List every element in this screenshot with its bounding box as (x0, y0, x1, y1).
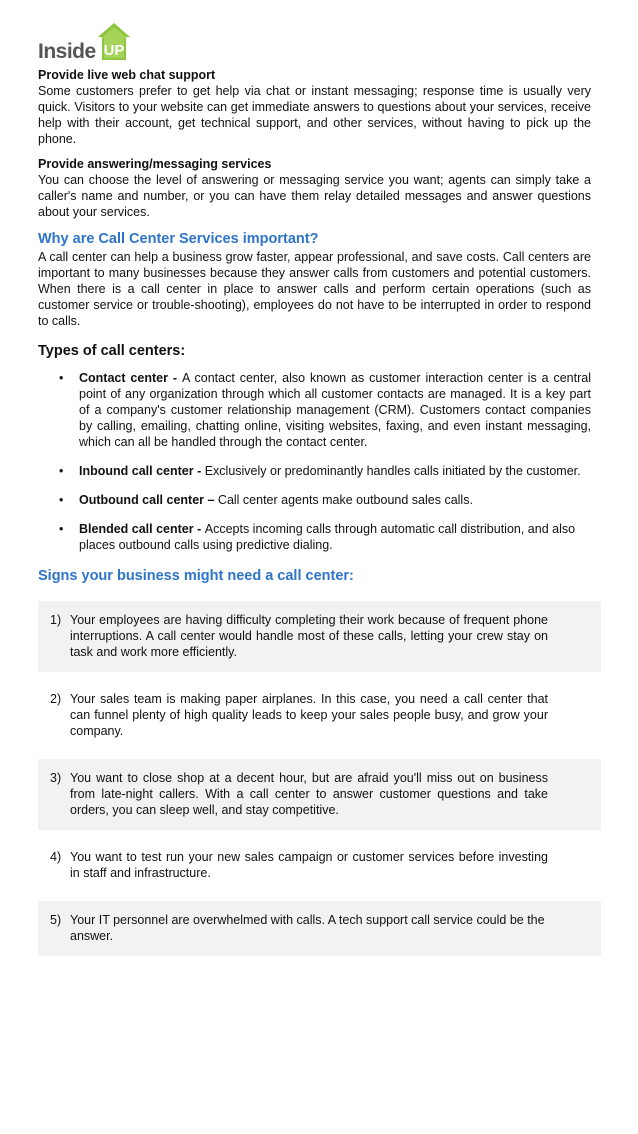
sign-text: You want to close shop at a decent hour, but are afraid you'll miss out on business from late-night callers. With a call center to answer customer questions and take orders, you can sleep well, and stay competitive. (70, 771, 548, 817)
type-text: A contact center, also known as customer interaction center is a central point of any organization through which all customer contacts are managed. It is a key part of a company's customer relationship management (CRM). Customers contact companies by calling, emailing, chatting online, visiting websites, faxing, and even instant messaging, which can all be handled through the contact center. (79, 371, 591, 449)
bullet-icon: • (59, 522, 64, 536)
type-text: Call center agents make outbound sales calls. (217, 493, 473, 507)
importance-body: A call center can help a business grow faster, appear professional, and save costs. Call centers are important to many businesses because they answer calls from customers and potential customers. When there is a call center in place to answer calls and perform certain operations (such as customer service or trouble-shooting), employees do not have to be interrupted in order to respond to calls. (38, 250, 591, 328)
logo-text: Inside (38, 40, 96, 63)
type-text: Accepts incoming calls through automatic call distribution, and also places outbound calls using predictive dialing. (79, 522, 576, 552)
types-section (38, 342, 591, 553)
sign-number: 3) (50, 771, 62, 785)
types-list (38, 370, 591, 553)
sign-number: 2) (50, 692, 62, 706)
chat-title: Provide live web chat support (38, 68, 216, 82)
sign-number: 5) (50, 913, 62, 927)
type-label: Blended call center - (79, 522, 205, 536)
type-text: Exclusively or predominantly handles calls initiated by the customer. (204, 464, 581, 478)
sign-text: Your sales team is making paper airplanes. In this case, you need a call center that can funnel plenty of high quality leads to keep your sales people busy, and grow your company. (70, 692, 548, 738)
chat-body: Some customers prefer to get help via chat or instant messaging; response time is usually very quick. Visitors to your website can get immediate answers to questions about your services, receive help with their account, get technical support, and other services, without having to pick up the phone. (38, 84, 591, 146)
importance-heading: Why are Call Center Services important? (38, 231, 319, 247)
importance-section (38, 230, 591, 329)
bullet-icon: • (59, 371, 64, 385)
type-label: Inbound call center - (79, 464, 205, 478)
bullet-icon: • (59, 493, 64, 507)
list-item (38, 838, 601, 893)
signs-heading: Signs your business might need a call center: (38, 568, 354, 584)
list-item (38, 901, 601, 956)
signs-list (38, 601, 601, 956)
list-item (38, 601, 601, 672)
chat-section (38, 68, 591, 147)
list-item (38, 492, 591, 508)
sign-number: 4) (50, 850, 62, 864)
sign-number: 1) (50, 613, 62, 627)
list-item (38, 759, 601, 830)
sign-text: You want to test run your new sales campaign or customer services before investing in staff and infrastructure. (70, 850, 548, 880)
types-heading: Types of call centers: (38, 343, 186, 359)
document-page (38, 20, 591, 956)
list-item (38, 463, 591, 479)
answering-body: You can choose the level of answering or messaging service you want; agents can simply take a caller's name and number, or you can have them relay detailed messages and answer questions about your services. (38, 173, 591, 219)
bullet-icon: • (59, 464, 64, 478)
house-up-icon (97, 22, 131, 62)
sign-text: Your employees are having difficulty completing their work because of frequent phone interruptions. A call center would handle most of these calls, letting your crew stay on task and work more efficiently. (70, 613, 548, 659)
answering-title: Provide answering/messaging services (38, 157, 272, 171)
signs-section (38, 567, 591, 956)
list-item (38, 370, 591, 450)
type-label: Contact center - (79, 371, 182, 385)
type-label: Outbound call center – (79, 493, 218, 507)
answering-section (38, 157, 591, 220)
insideup-logo (38, 20, 591, 62)
logo-mark-text: UP (103, 42, 125, 59)
list-item (38, 521, 591, 553)
sign-text: Your IT personnel are overwhelmed with calls. A tech support call service could be the answer. (70, 913, 545, 943)
list-item (38, 680, 601, 751)
